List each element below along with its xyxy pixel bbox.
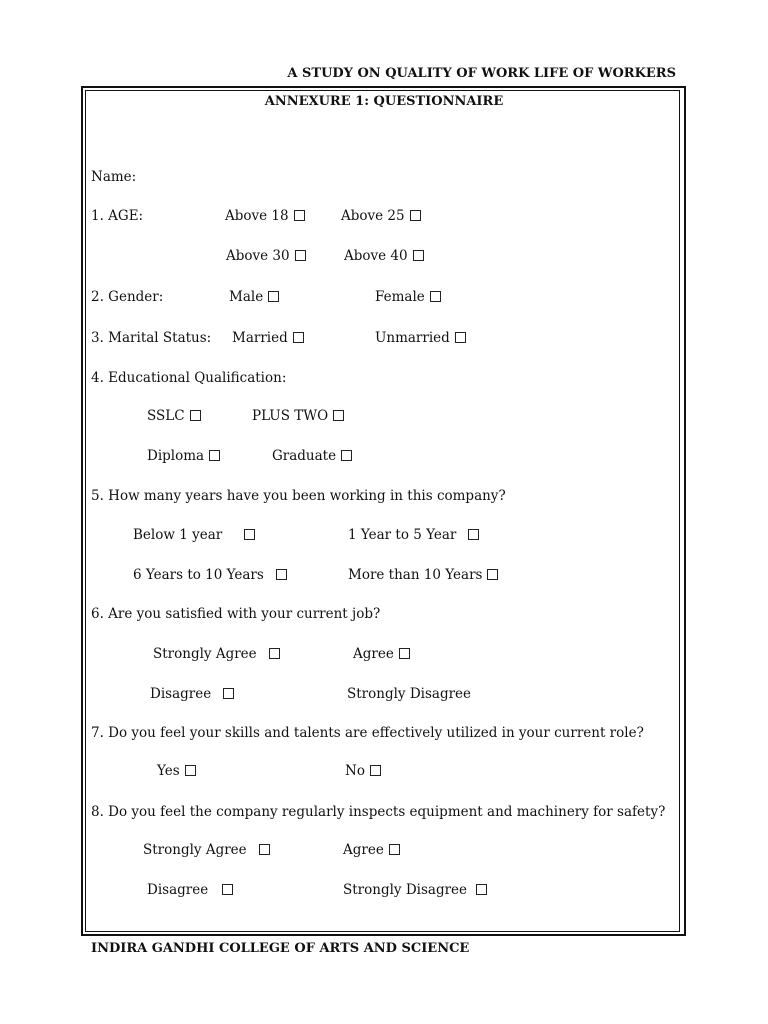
checkbox[interactable] — [209, 450, 220, 461]
q4-option-1[interactable]: SSLC — [147, 410, 201, 424]
q4-option-4[interactable]: Graduate — [272, 450, 352, 464]
q1-option-2[interactable]: Above 25 — [341, 210, 421, 224]
q5-option-4[interactable]: More than 10 Years — [348, 569, 498, 583]
checkbox[interactable] — [268, 291, 279, 302]
q7-option-1[interactable]: Yes — [157, 765, 196, 779]
q6-label: 6. Are you satisfied with your current job? — [91, 606, 381, 622]
questionnaire-title: ANNEXURE 1: QUESTIONNAIRE — [264, 94, 504, 109]
document-header: A STUDY ON QUALITY OF WORK LIFE OF WORKERS — [287, 66, 676, 81]
checkbox[interactable] — [341, 450, 352, 461]
q3-option-1[interactable]: Married — [232, 332, 304, 346]
checkbox[interactable] — [468, 529, 479, 540]
checkbox[interactable] — [430, 291, 441, 302]
q2-option-1[interactable]: Male — [229, 291, 279, 305]
q5-option-1[interactable]: Below 1 year — [133, 529, 255, 543]
q8-option-4[interactable]: Strongly Disagree — [343, 884, 487, 898]
checkbox[interactable] — [259, 844, 270, 855]
checkbox[interactable] — [190, 410, 201, 421]
q1-option-1[interactable]: Above 18 — [225, 210, 305, 224]
q2-option-2[interactable]: Female — [375, 291, 441, 305]
checkbox[interactable] — [295, 250, 306, 261]
q8-label: 8. Do you feel the company regularly inspects equipment and machinery for safety? — [91, 804, 666, 820]
checkbox[interactable] — [276, 569, 287, 580]
checkbox[interactable] — [389, 844, 400, 855]
q8-option-3[interactable]: Disagree — [147, 884, 233, 898]
q4-option-2[interactable]: PLUS TWO — [252, 410, 344, 424]
q6-option-2[interactable]: Agree — [353, 648, 410, 662]
q2-label: 2. Gender: — [91, 289, 164, 305]
checkbox[interactable] — [293, 332, 304, 343]
document-footer: INDIRA GANDHI COLLEGE OF ARTS AND SCIENCE — [91, 941, 470, 956]
q6-option-4[interactable]: Strongly Disagree — [347, 686, 472, 702]
checkbox[interactable] — [223, 688, 234, 699]
q1-option-3[interactable]: Above 30 — [226, 250, 306, 264]
checkbox[interactable] — [487, 569, 498, 580]
q1-label: 1. AGE: — [91, 208, 144, 224]
q4-option-3[interactable]: Diploma — [147, 450, 220, 464]
checkbox[interactable] — [455, 332, 466, 343]
q5-option-2[interactable]: 1 Year to 5 Year — [348, 529, 479, 543]
checkbox[interactable] — [410, 210, 421, 221]
q4-label: 4. Educational Qualification: — [91, 370, 287, 386]
checkbox[interactable] — [185, 765, 196, 776]
checkbox[interactable] — [294, 210, 305, 221]
q3-label: 3. Marital Status: — [91, 330, 212, 346]
q6-option-1[interactable]: Strongly Agree — [153, 648, 280, 662]
q7-label: 7. Do you feel your skills and talents are effectively utilized in your current role? — [91, 725, 644, 741]
checkbox[interactable] — [413, 250, 424, 261]
checkbox[interactable] — [399, 648, 410, 659]
checkbox[interactable] — [333, 410, 344, 421]
q7-option-2[interactable]: No — [345, 765, 381, 779]
checkbox[interactable] — [476, 884, 487, 895]
checkbox[interactable] — [222, 884, 233, 895]
q6-option-3[interactable]: Disagree — [150, 688, 234, 702]
q5-option-3[interactable]: 6 Years to 10 Years — [133, 569, 287, 583]
q3-option-2[interactable]: Unmarried — [375, 332, 466, 346]
name-label: Name: — [91, 169, 137, 185]
checkbox[interactable] — [269, 648, 280, 659]
q8-option-1[interactable]: Strongly Agree — [143, 844, 270, 858]
q1-option-4[interactable]: Above 40 — [344, 250, 424, 264]
checkbox[interactable] — [244, 529, 255, 540]
q8-option-2[interactable]: Agree — [343, 844, 400, 858]
checkbox[interactable] — [370, 765, 381, 776]
q5-label: 5. How many years have you been working in this company? — [91, 488, 506, 504]
